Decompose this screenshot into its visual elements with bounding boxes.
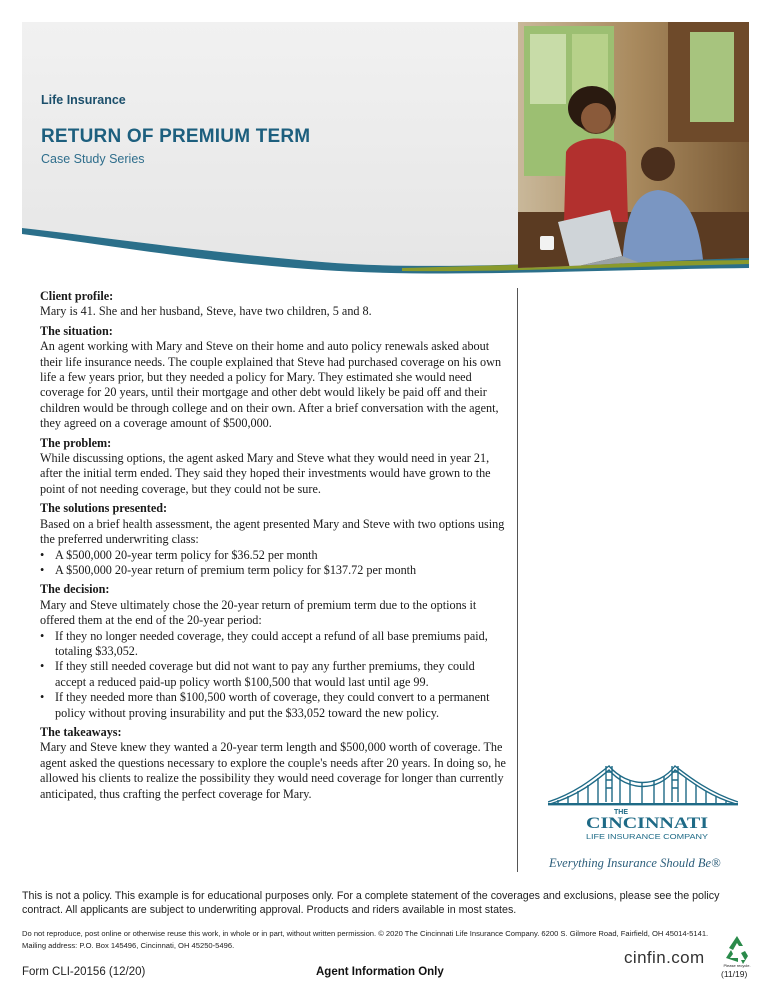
list-item: • If they still needed coverage but did not want to pay any further premiums, they could accept a reduced paid-up policy worth $100,500 that would last until age 99.: [40, 659, 506, 690]
section-heading: The decision:: [40, 582, 110, 597]
section-solutions: [40, 501, 506, 578]
recycle-icon: [721, 934, 753, 968]
logo-the: THE: [614, 809, 628, 816]
footer-disclaimer: This is not a policy. This example is for educational purposes only. For a complete statement of the coverages and exclusions, please see the policy contract. All applicants are subject to underwriting approval. Products and riders available in most states.: [22, 890, 720, 916]
revision-date: (11/19): [721, 969, 748, 979]
page-title: RETURN OF PREMIUM TERM: [41, 126, 311, 147]
section-situation: [40, 324, 506, 432]
section-problem: [40, 436, 506, 498]
recycle-text: Please recycle.: [723, 963, 751, 968]
form-number: Form CLI-20156 (12/20): [22, 966, 146, 978]
logo-tagline: Everything Insurance Should Be®: [549, 856, 721, 870]
list-item: • If they no longer needed coverage, they could accept a refund of all base premiums paid, totaling $33,052.: [40, 629, 506, 660]
header-banner: [22, 22, 749, 274]
solutions-list: [40, 548, 506, 579]
agent-only-label: Agent Information Only: [316, 966, 444, 978]
section-takeaways: [40, 725, 506, 802]
section-client-profile: [40, 289, 506, 320]
couple-laptop-photo: [518, 22, 749, 274]
section-heading: The problem:: [40, 435, 112, 450]
column-divider: [517, 288, 518, 872]
logo-company: LIFE INSURANCE COMPANY: [586, 832, 709, 841]
section-heading: The solutions presented:: [40, 501, 168, 516]
list-item: • If they needed more than $100,500 worth of coverage, they could convert to a permanent policy without proving insurability and put the $33,052 toward the new policy.: [40, 690, 506, 721]
footer-legal: Do not reproduce, post online or otherwise reuse this work, in whole or in part, without written permission. © 2020 The Cincinnati Life Insurance Company. 6200 S. Gilmore Road, Fairfield, OH 45014-5141. Mailing address: P.O. Box 145496, Cincinnati, OH 45250-5496.: [22, 929, 709, 950]
list-item: • A $500,000 20-year term policy for $36.52 per month: [40, 548, 506, 563]
section-heading: The takeaways:: [40, 724, 122, 739]
section-text: An agent working with Mary and Steve on their home and auto policy renewals asked about their life insurance needs. The couple explained that Steve had purchased coverage on his own life a few years prior, but they needed a policy for Mary. They estimated she would need coverage for 20 years, until their mortgage and other debt would likely be paid off and their children would be through college and on their own. After a brief conversation with the agent, they agreed on a coverage amount of $500,000.: [40, 339, 502, 431]
list-item: • A $500,000 20-year return of premium term policy for $137.72 per month: [40, 563, 506, 578]
section-text: While discussing options, the agent asked Mary and Steve what they would need in year 21, after the initial term ended. They said they hoped their investments would have grown to the point of not needing coverage, but they could not be sure.: [40, 451, 491, 496]
section-text: Mary and Steve ultimately chose the 20-year return of premium term due to the options it offered them at the end of the 20-year period:: [40, 597, 477, 628]
section-decision: [40, 582, 506, 721]
section-text: Mary and Steve knew they wanted a 20-year term length and $500,000 worth of coverage. The agent asked the questions necessary to explore the couple's needs after 20 years. In doing so, he allowed his clients to realize the possibility they would need coverage for longer than currently anticipated, thus crafting the perfect coverage for Mary.: [40, 740, 506, 801]
case-study-body: [40, 289, 506, 806]
section-heading: The situation:: [40, 323, 113, 338]
category-label: Life Insurance: [41, 93, 126, 107]
page-subtitle: Case Study Series: [41, 152, 145, 166]
section-heading: Client profile:: [40, 289, 114, 303]
decision-list: [40, 629, 506, 721]
website-link[interactable]: cinfin.com: [624, 948, 705, 967]
section-text: Mary is 41. She and her husband, Steve, have two children, 5 and 8.: [40, 304, 372, 319]
logo-cincinnati: CINCINNATI: [586, 815, 708, 832]
section-text: Based on a brief health assessment, the agent presented Mary and Steve with two options using the preferred underwriting class:: [40, 516, 505, 547]
